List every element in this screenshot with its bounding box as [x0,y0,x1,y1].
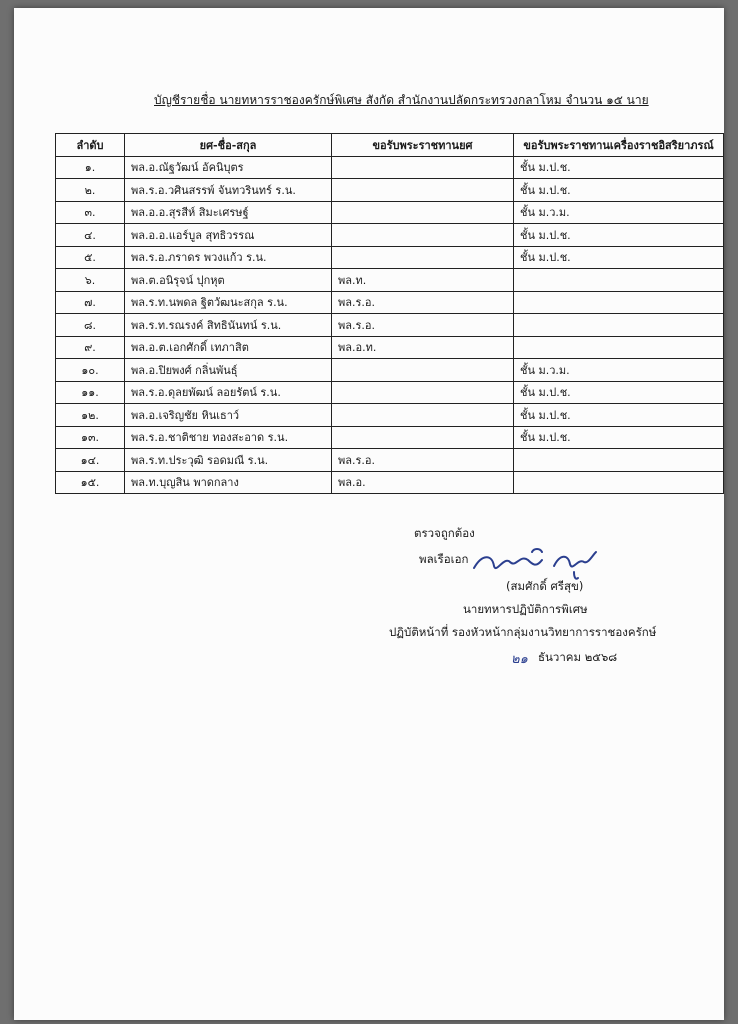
table-row [56,359,724,382]
cell-rank-request [332,404,514,427]
cell-order: ๑. [56,156,125,179]
cell-order: ๙. [56,336,125,359]
cell-decoration-request [514,471,724,494]
cell-name: พล.อ.ต.เอกศักดิ์ เทภาสิต [125,336,332,359]
signer-rank: พลเรือเอก [419,552,469,566]
handwritten-signature [470,542,600,582]
cell-name: พล.ร.อ.วศินสรรพ์ จันทวรินทร์ ร.น. [125,179,332,202]
cell-decoration-request: ชั้น ม.ป.ช. [514,224,724,247]
cell-order: ๑๓. [56,426,125,449]
cell-name: พล.ร.ท.นพดล ฐิตวัฒนะสกุล ร.น. [125,291,332,314]
table-row [56,156,724,179]
cell-decoration-request: ชั้น ม.ป.ช. [514,179,724,202]
cell-rank-request [332,179,514,202]
cell-decoration-request: ชั้น ม.ป.ช. [514,246,724,269]
signer-name: (สมศักดิ์ ศรีสุข) [506,579,584,593]
date-month-year: ธันวาคม ๒๕๖๘ [538,650,618,664]
table-row [56,201,724,224]
cell-name: พล.อ.อ.แอร์บูล สุทธิวรรณ [125,224,332,247]
table-row [56,291,724,314]
cell-name: พล.ต.อนิรุจน์ ปุกหุต [125,269,332,292]
cell-decoration-request [514,269,724,292]
cell-name: พล.อ.ณัฐวัฒน์ อัคนิบุตร [125,156,332,179]
signer-acting-role: ปฏิบัติหน้าที่ รองหัวหน้ากลุ่มงานวิทยาการราชองครักษ์ [389,625,657,639]
cell-name: พล.อ.ปิยพงศ์ กลิ่นพันธุ์ [125,359,332,382]
table-header-row [56,134,724,157]
cell-name: พล.ร.ท.ประวุฒิ รอดมณี ร.น. [125,449,332,472]
cell-rank-request: พล.ท. [332,269,514,292]
cell-rank-request [332,246,514,269]
table-row [56,269,724,292]
table-row [56,449,724,472]
document-title: บัญชีรายชื่อ นายทหารราชองครักษ์พิเศษ สังกัด สำนักงานปลัดกระทรวงกลาโหม จำนวน ๑๕ นาย [154,93,649,107]
cell-rank-request [332,201,514,224]
cell-decoration-request: ชั้น ม.ป.ช. [514,381,724,404]
cell-order: ๕. [56,246,125,269]
table-row [56,471,724,494]
cell-order: ๑๒. [56,404,125,427]
cell-order: ๒. [56,179,125,202]
cell-rank-request [332,426,514,449]
signer-position: นายทหารปฏิบัติการพิเศษ [463,602,588,616]
cell-order: ๓. [56,201,125,224]
cell-order: ๖. [56,269,125,292]
cell-order: ๔. [56,224,125,247]
table-row [56,246,724,269]
cell-order: ๑๑. [56,381,125,404]
cell-rank-request [332,224,514,247]
cell-decoration-request [514,291,724,314]
table-row [56,336,724,359]
cell-rank-request: พล.อ. [332,471,514,494]
cell-name: พล.ร.อ.ดุลยพัฒน์ ลอยรัตน์ ร.น. [125,381,332,404]
cell-rank-request: พล.อ.ท. [332,336,514,359]
table-row [56,224,724,247]
verified-label: ตรวจถูกต้อง [414,526,475,540]
cell-name: พล.ร.อ.ชาติชาย ทองสะอาด ร.น. [125,426,332,449]
cell-decoration-request: ชั้น ม.ป.ช. [514,156,724,179]
cell-decoration-request: ชั้น ม.ว.ม. [514,201,724,224]
cell-rank-request: พล.ร.อ. [332,449,514,472]
table-row [56,381,724,404]
cell-decoration-request [514,336,724,359]
header-name: ยศ-ชื่อ-สกุล [125,134,332,157]
cell-decoration-request [514,314,724,337]
cell-order: ๑๔. [56,449,125,472]
roster-table [55,133,724,494]
header-decoration-request: ขอรับพระราชทานเครื่องราชอิสริยาภรณ์ [514,134,724,157]
cell-decoration-request [514,449,724,472]
cell-name: พล.ร.อ.ภราดร พวงแก้ว ร.น. [125,246,332,269]
table-row [56,179,724,202]
cell-order: ๑๐. [56,359,125,382]
date-day: ๒๑ [511,652,528,667]
cell-rank-request: พล.ร.อ. [332,314,514,337]
cell-name: พล.ท.บุญสิน พาดกลาง [125,471,332,494]
cell-decoration-request: ชั้น ม.ป.ช. [514,426,724,449]
header-order: ลำดับ [56,134,125,157]
cell-order: ๗. [56,291,125,314]
document-page [14,8,724,1020]
cell-name: พล.ร.ท.รณรงค์ สิทธินันทน์ ร.น. [125,314,332,337]
cell-name: พล.อ.อ.สุรสีห์ สิมะเศรษฐ์ [125,201,332,224]
cell-order: ๑๕. [56,471,125,494]
cell-rank-request [332,156,514,179]
cell-order: ๘. [56,314,125,337]
header-rank-request: ขอรับพระราชทานยศ [332,134,514,157]
cell-rank-request [332,381,514,404]
cell-rank-request: พล.ร.อ. [332,291,514,314]
cell-decoration-request: ชั้น ม.ป.ช. [514,404,724,427]
table-row [56,404,724,427]
cell-rank-request [332,359,514,382]
cell-decoration-request: ชั้น ม.ว.ม. [514,359,724,382]
table-row [56,426,724,449]
cell-name: พล.อ.เจริญชัย หินเธาว์ [125,404,332,427]
table-row [56,314,724,337]
